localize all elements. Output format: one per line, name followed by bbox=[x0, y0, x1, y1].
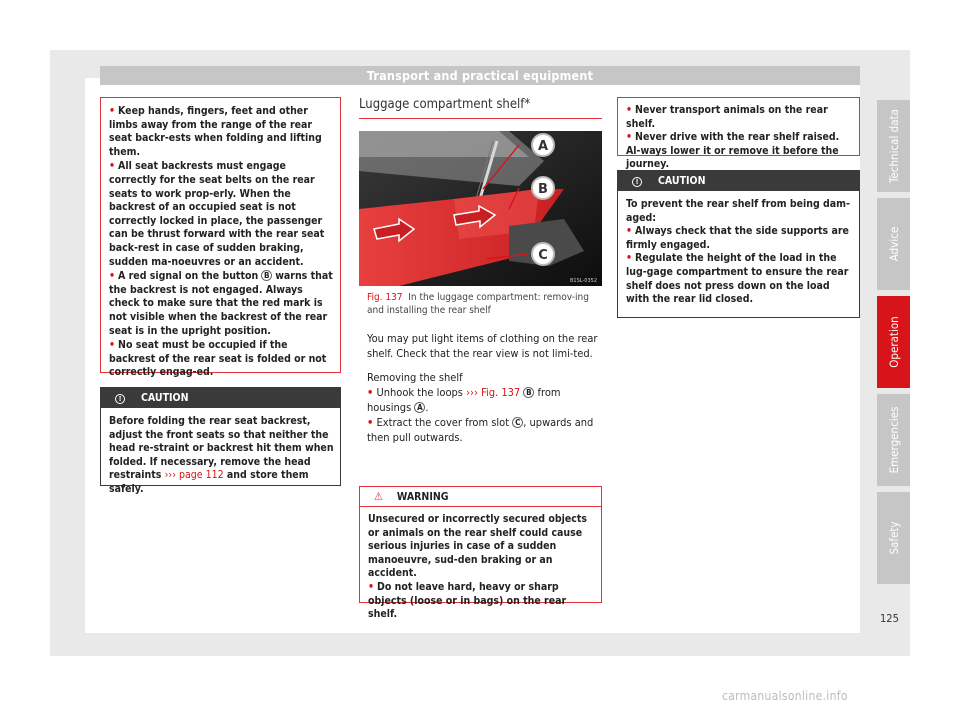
warning-icon: ⚠ bbox=[374, 490, 383, 503]
list-item: • Unhook the loops ››› Fig. 137 B from housings A . bbox=[367, 386, 561, 414]
list-item: • Never transport animals on the rear shelf. bbox=[626, 104, 828, 130]
label-b: B bbox=[538, 182, 548, 197]
page-number: 125 bbox=[880, 612, 899, 625]
tab-emergencies[interactable]: Emergencies bbox=[877, 394, 910, 486]
title-rule bbox=[359, 118, 602, 119]
right-warning-box bbox=[617, 97, 860, 171]
subheading: Removing the shelf bbox=[367, 371, 463, 384]
list-item: • All seat backrests must engage correctly for the seat belts on the rear seats to work prop-erly. When the backrest of an occupied seat is not correctly locked in place, the passenger can be thrust forward with the rear seat back-rest in case of sudden braking, sudden ma-noeuvres or an accident. bbox=[109, 160, 325, 268]
tab-safety[interactable]: Safety bbox=[877, 492, 910, 584]
bullet-icon: • bbox=[367, 416, 374, 429]
left-caution-box bbox=[100, 387, 341, 495]
list-item: • Never drive with the rear shelf raised. Al-ways lower it or remove it before the journey. bbox=[626, 131, 840, 171]
list-item: • A red signal on the button B warns that the backrest is not engaged. Always check to make sure that the red mark is not visible when the backrest of the rear seat is in the upright position. bbox=[109, 270, 333, 337]
page-link[interactable]: ››› page 112 bbox=[164, 469, 224, 482]
info-icon: ! bbox=[115, 394, 125, 404]
warning-box bbox=[359, 486, 602, 621]
bullet-icon: • bbox=[626, 225, 633, 238]
list-item: • No seat must be occupied if the backrest of the rear seat is folded or not correctly engag-ed. bbox=[109, 339, 327, 379]
figure-link[interactable]: ››› Fig. 137 bbox=[466, 386, 521, 399]
info-icon: ! bbox=[632, 177, 642, 187]
tab-technical-data[interactable]: Technical data bbox=[877, 100, 910, 192]
left-warning-box bbox=[100, 97, 341, 379]
bullet-icon: • bbox=[626, 104, 633, 116]
bullet-icon: • bbox=[109, 339, 116, 352]
list-item: • Do not leave hard, heavy or sharp objects (loose or in bags) on the rear shelf. bbox=[368, 580, 567, 621]
label-a: A bbox=[537, 139, 549, 154]
figure-caption: Fig. 137 In the luggage compartment: remov-ing and installing the rear shelf bbox=[367, 292, 589, 316]
callout-b: B bbox=[261, 270, 272, 281]
bullet-icon: • bbox=[626, 252, 633, 265]
section-title: Luggage compartment shelf* bbox=[359, 97, 531, 112]
caution-header: ! CAUTION bbox=[618, 171, 859, 191]
right-caution-box bbox=[617, 170, 860, 318]
label-c: C bbox=[538, 248, 548, 263]
caution-text: Before folding the rear seat backrest, adjust the front seats so that neither the head re-straint or backrest hit them when folded. If necessary, remove the head restraints ››› page 112 and store them safely. bbox=[109, 415, 334, 495]
watermark: carmanualsonline.info bbox=[722, 689, 848, 703]
list-item: • Keep hands, fingers, feet and other limbs away from the range of the rear seat backr-ests when folding and lifting them. bbox=[109, 105, 322, 158]
middle-column bbox=[359, 98, 602, 112]
callout-a: A bbox=[414, 402, 425, 413]
bullet-icon: • bbox=[109, 270, 116, 283]
figure-137 bbox=[359, 131, 602, 286]
luggage-shelf-illustration bbox=[359, 131, 602, 286]
warning-header: ⚠ WARNING bbox=[360, 487, 601, 507]
figure-code: B1SL-0352 bbox=[569, 278, 597, 284]
callout-c: C bbox=[512, 417, 523, 428]
bullet-icon: • bbox=[368, 580, 375, 593]
list-item: • Regulate the height of the load in the lug-gage compartment to ensure the rear shelf does not press down on the load with the rear lid closed. bbox=[626, 252, 849, 306]
bullet-icon: • bbox=[109, 160, 116, 173]
caution-intro: To prevent the rear shelf from being dam-aged: bbox=[626, 198, 850, 224]
list-item: • Extract the cover from slot C , upwards and then pull outwards. bbox=[367, 416, 594, 444]
bullet-icon: • bbox=[109, 105, 116, 117]
intro-paragraph: You may put light items of clothing on the rear shelf. Check that the rear view is not limi-ted. bbox=[367, 332, 598, 360]
bullet-icon: • bbox=[626, 131, 633, 144]
bullet-icon: • bbox=[367, 386, 374, 399]
tab-operation[interactable]: Operation bbox=[877, 296, 910, 388]
callout-b: B bbox=[523, 387, 534, 398]
page-header: Transport and practical equipment bbox=[100, 66, 860, 85]
warning-text: Unsecured or incorrectly secured objects or animals on the rear shelf could cause serious injuries in case of a sudden manoeuvre, sud-den braking or an accident. bbox=[368, 513, 587, 580]
tab-advice[interactable]: Advice bbox=[877, 198, 910, 290]
middle-text bbox=[367, 291, 602, 445]
caution-header: ! CAUTION bbox=[101, 388, 340, 408]
list-item: • Always check that the side supports are firmly engaged. bbox=[626, 225, 849, 251]
